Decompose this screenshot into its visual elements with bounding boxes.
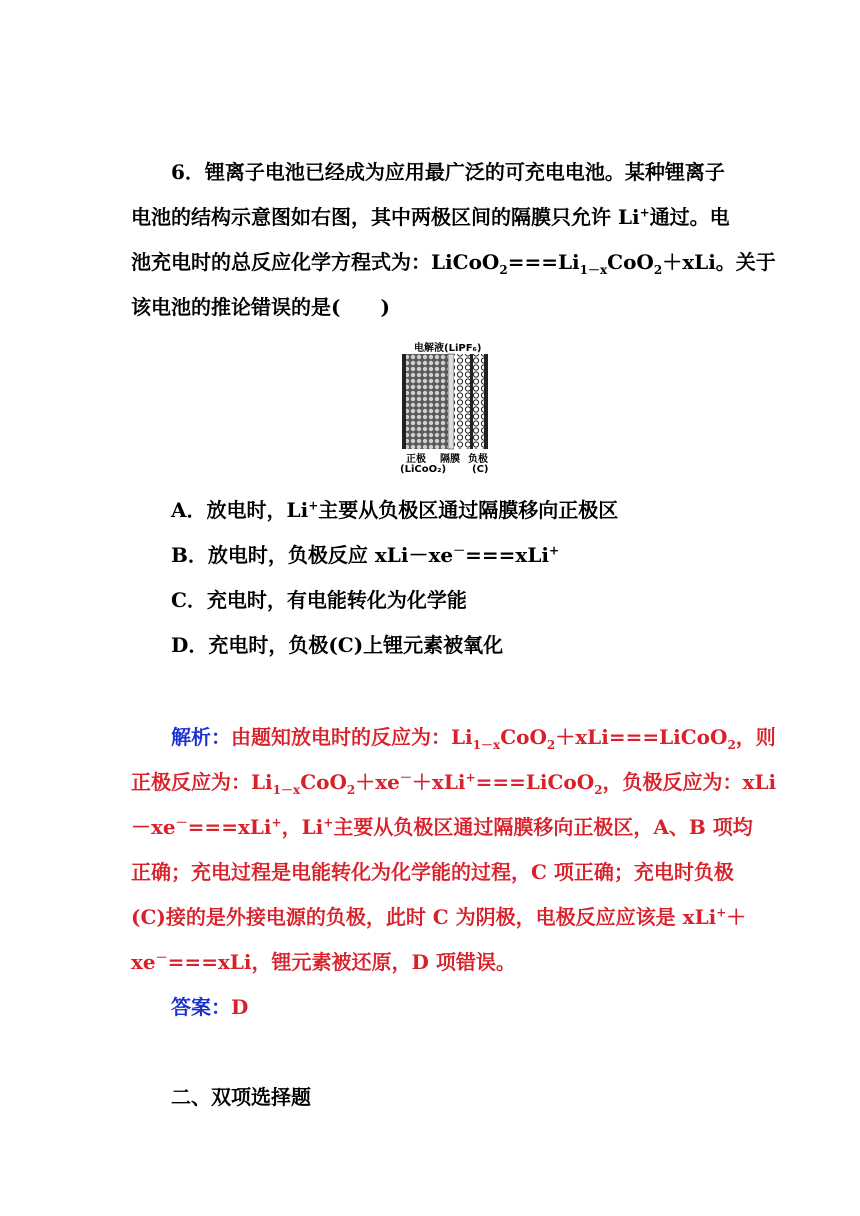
analysis-text: (C)接的是外接电源的负极，此时 C 为阴极，电极反应应该是 xLi: [131, 905, 717, 929]
subscript: 2: [346, 783, 356, 797]
subscript: 1－x: [472, 738, 501, 752]
question-text-4: 该电池的推论错误的是( ): [131, 295, 390, 319]
question-line-1: [171, 160, 771, 184]
subscript: 1－x: [579, 263, 608, 277]
question-text-2a: 电池的结构示意图如右图，其中两极区间的隔膜只允许 Li: [131, 205, 640, 229]
question-text-3c: CoO: [607, 250, 654, 274]
analysis-line-1: [171, 725, 776, 752]
option-d-text: D．充电时，负极(C)上锂元素被氧化: [171, 633, 504, 657]
analysis-text: xe: [131, 950, 156, 974]
analysis-text: 由题知放电时的反应为：Li: [231, 725, 473, 749]
question-text-1: 锂离子电池已经成为应用最广泛的可充电电池。某种锂离子: [204, 160, 725, 184]
answer-label: 答案：: [171, 995, 231, 1019]
positive-sublabel: (LiCoO₂): [400, 464, 447, 475]
analysis-line-2: [131, 770, 777, 797]
analysis-text: ＋: [726, 905, 747, 929]
superscript: －: [175, 815, 188, 830]
analysis-text: ＋xLi===LiCoO: [555, 725, 728, 749]
battery-structure-diagram: [392, 336, 502, 476]
analysis-text: ＋xLi: [411, 770, 466, 794]
subscript: 2: [727, 738, 736, 752]
option-c-text: C．充电时，有电能转化为化学能: [171, 588, 467, 612]
subscript: 2: [499, 263, 508, 277]
analysis-text: CoO: [500, 725, 547, 749]
question-line-3: [131, 250, 776, 277]
subscript: 2: [653, 263, 663, 277]
option-a: [171, 498, 771, 522]
subscript: 1－x: [272, 783, 301, 797]
analysis-text: ===xLi: [187, 815, 272, 839]
option-a-text: A．放电时，Li: [171, 498, 309, 522]
analysis-text: ，则: [735, 725, 776, 749]
question-line-2: [131, 205, 731, 229]
superscript: +: [271, 815, 282, 830]
negative-sublabel: (C): [472, 464, 489, 475]
superscript: +: [548, 543, 560, 558]
option-b-mid: ===xLi: [465, 543, 549, 567]
electrolyte-label: 电解液(LiPF₆): [414, 343, 482, 354]
section-title: 二、双项选择题: [171, 1085, 311, 1109]
question-text-3a: 池充电时的总反应化学方程式为：LiCoO: [131, 250, 500, 274]
positive-label: 正极: [406, 454, 426, 465]
question-text-3b: ===Li: [507, 250, 580, 274]
analysis-text: ＋xe: [355, 770, 400, 794]
positive-electrode-area: [406, 354, 448, 449]
option-a-rest: 主要从负极区通过隔膜移向正极区: [318, 498, 619, 522]
superscript: +: [323, 815, 334, 830]
analysis-line-5: [131, 905, 747, 929]
negative-electrode-area: [454, 354, 484, 449]
analysis-line-6: [131, 950, 731, 974]
superscript: +: [308, 498, 319, 513]
superscript: +: [465, 770, 476, 785]
analysis-line-3: [131, 815, 753, 839]
analysis-text: CoO: [300, 770, 347, 794]
question-text-3d: ＋xLi。关于: [662, 250, 776, 274]
analysis-label: 解析：: [171, 725, 231, 749]
question-text-2b: 通过。电: [649, 205, 730, 229]
option-b: [171, 543, 771, 567]
section-heading: [171, 1085, 771, 1109]
analysis-text: 主要从负极区通过隔膜移向正极区，A、B 项均: [333, 815, 753, 839]
option-b-text: B．放电时，负极反应 xLi－xe: [171, 543, 454, 567]
option-d: [171, 633, 771, 657]
superscript: －: [453, 543, 466, 558]
question-number: 6．: [171, 160, 205, 184]
current-collector-left: [402, 354, 406, 449]
analysis-text: ===xLi，锂元素被还原，D 项错误。: [167, 950, 516, 974]
subscript: 2: [594, 783, 603, 797]
analysis-text: 正确；充电过程是电能转化为化学能的过程，C 项正确；充电时负极: [131, 860, 734, 884]
analysis-text: ，负极反应为：xLi: [602, 770, 777, 794]
answer-value: D: [231, 995, 249, 1019]
question-line-4: [131, 295, 731, 319]
superscript: +: [639, 205, 650, 220]
superscript: +: [716, 905, 727, 920]
answer-line: [171, 995, 771, 1019]
analysis-text: 正极反应为：Li: [131, 770, 273, 794]
analysis-line-4: [131, 860, 734, 884]
negative-label: 负极: [468, 454, 488, 465]
analysis-text: ，Li: [281, 815, 324, 839]
superscript: －: [155, 950, 168, 965]
membrane-area: [448, 354, 454, 449]
membrane-label: 隔膜: [440, 454, 460, 465]
analysis-text: －xe: [131, 815, 176, 839]
subscript: 2: [546, 738, 556, 752]
current-collector-right: [484, 354, 488, 449]
option-c: [171, 588, 771, 612]
superscript: －: [399, 770, 412, 785]
analysis-text: ===LiCoO: [475, 770, 595, 794]
